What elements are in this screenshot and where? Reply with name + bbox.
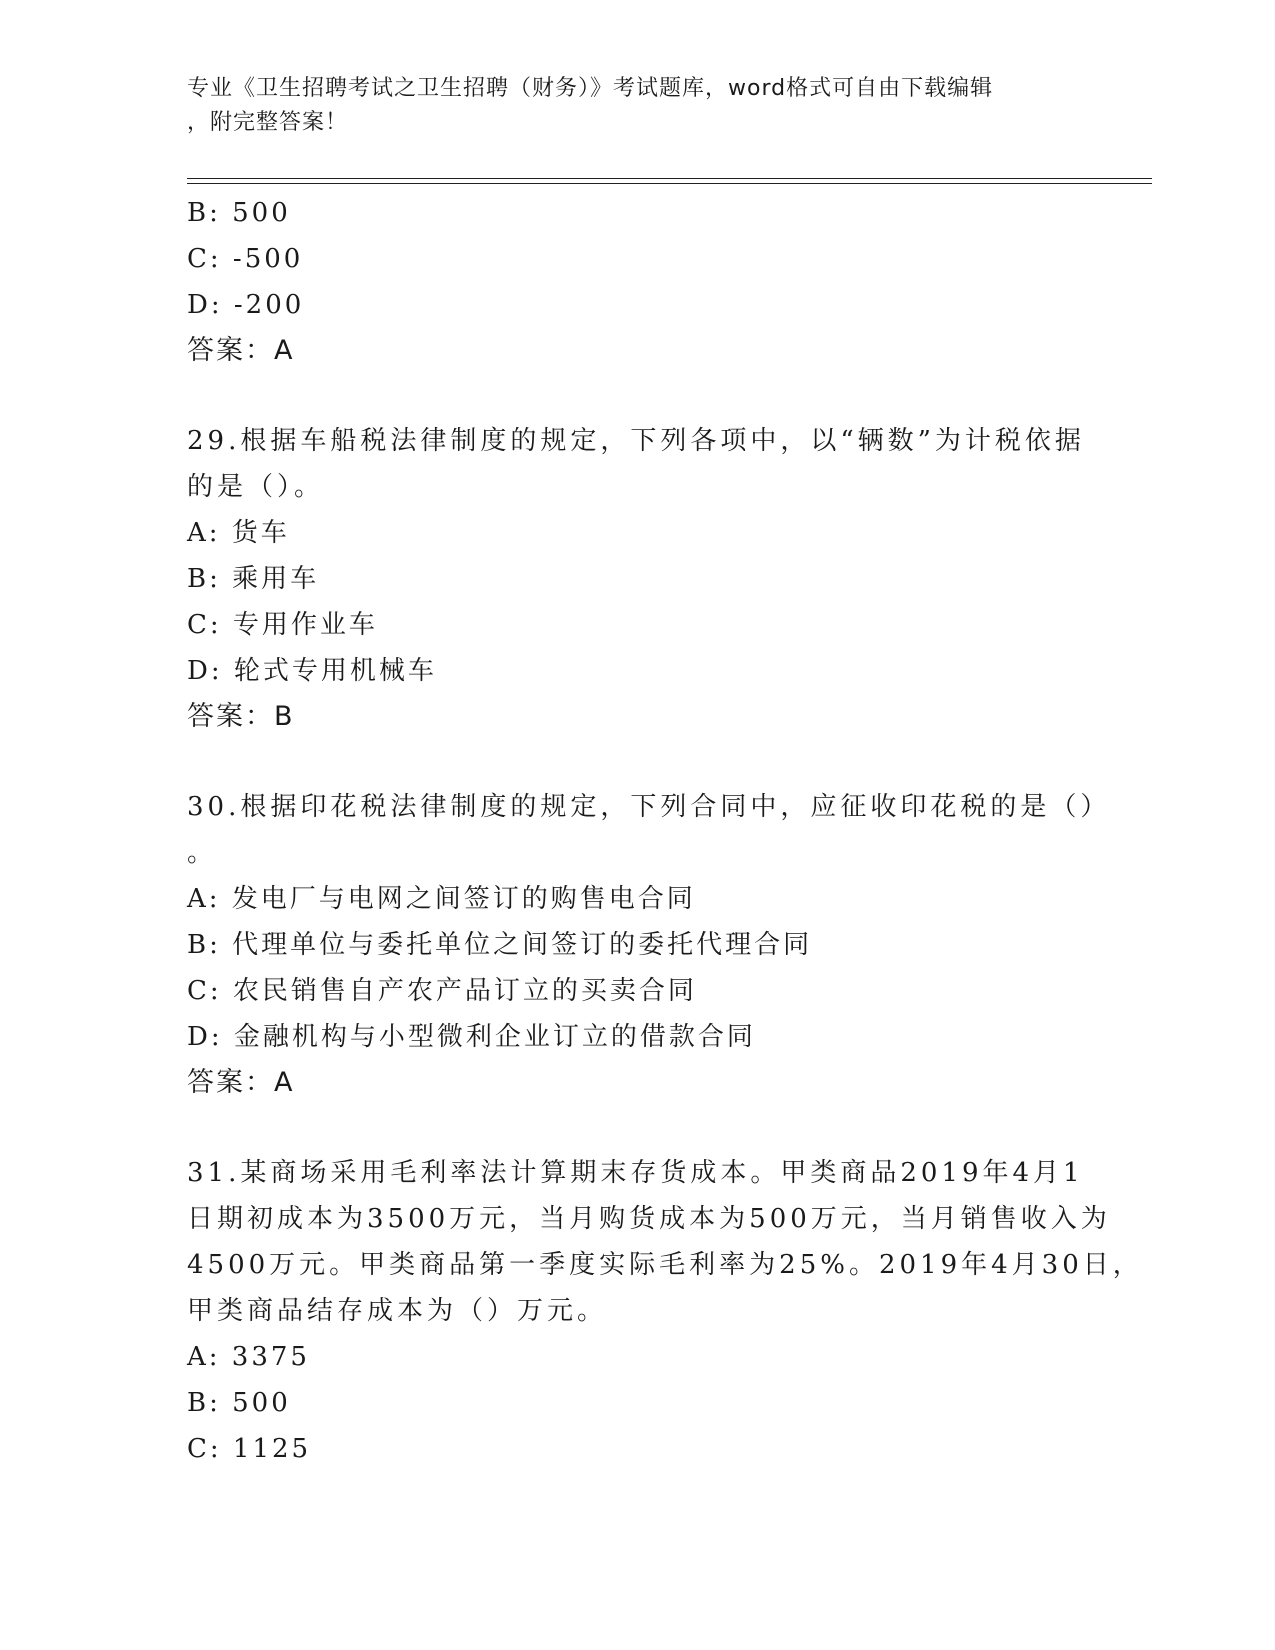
- header-line-1: 专业《卫生招聘考试之卫生招聘（财务）》考试题库，word格式可自由下载编辑: [187, 76, 994, 101]
- answer: 答案：A: [187, 335, 295, 366]
- option-b: B: 乘用车: [187, 564, 320, 594]
- stem-line: 的是（）。: [187, 472, 325, 502]
- stem-line: 。: [187, 838, 218, 868]
- option-d: D: 轮式专用机械车: [187, 656, 437, 686]
- option-a: A: 货车: [187, 518, 290, 548]
- option-d: D: 金融机构与小型微利企业订立的借款合同: [187, 1022, 756, 1052]
- stem-line: 甲类商品结存成本为（）万元。: [187, 1296, 608, 1326]
- option-c: C: 1125: [187, 1434, 312, 1464]
- option-a: A: 3375: [187, 1342, 310, 1372]
- stem-line: 30.根据印花税法律制度的规定，下列合同中，应征收印花税的是（）: [187, 792, 1111, 822]
- option-b: B: 500: [187, 198, 291, 228]
- header-rule-top: [187, 178, 1152, 179]
- option-c: C: 专用作业车: [187, 610, 378, 640]
- option-c: C: 农民销售自产农产品订立的买卖合同: [187, 976, 697, 1006]
- answer: 答案：B: [187, 701, 295, 732]
- document-body: [187, 190, 1143, 1472]
- question-28-tail: [187, 190, 1087, 374]
- question-31: [187, 1150, 1143, 1472]
- option-c: C: -500: [187, 244, 304, 274]
- option-b: B: 代理单位与委托单位之间签订的委托代理合同: [187, 930, 813, 960]
- answer: 答案：A: [187, 1067, 295, 1098]
- question-30: [187, 784, 1111, 1106]
- question-stem: [187, 1150, 1143, 1334]
- question-29: [187, 418, 1087, 740]
- stem-line: 31.某商场采用毛利率法计算期末存货成本。甲类商品2019年4月1: [187, 1158, 1084, 1188]
- header-line-2: ，附完整答案！: [187, 110, 349, 135]
- stem-line: 日期初成本为3500万元，当月购货成本为500万元，当月销售收入为: [187, 1204, 1111, 1234]
- stem-line: 29.根据车船税法律制度的规定，下列各项中，以“辆数”为计税依据: [187, 426, 1085, 456]
- option-b: B: 500: [187, 1388, 291, 1418]
- header-rule-bottom: [187, 183, 1152, 184]
- option-a: A: 发电厂与电网之间签订的购售电合同: [187, 884, 696, 914]
- stem-line: 4500万元。甲类商品第一季度实际毛利率为25%。2019年4月30日，: [187, 1250, 1143, 1280]
- document-header: [187, 72, 1067, 140]
- option-d: D: -200: [187, 290, 305, 320]
- question-stem: [187, 418, 1085, 510]
- question-stem: [187, 784, 1111, 876]
